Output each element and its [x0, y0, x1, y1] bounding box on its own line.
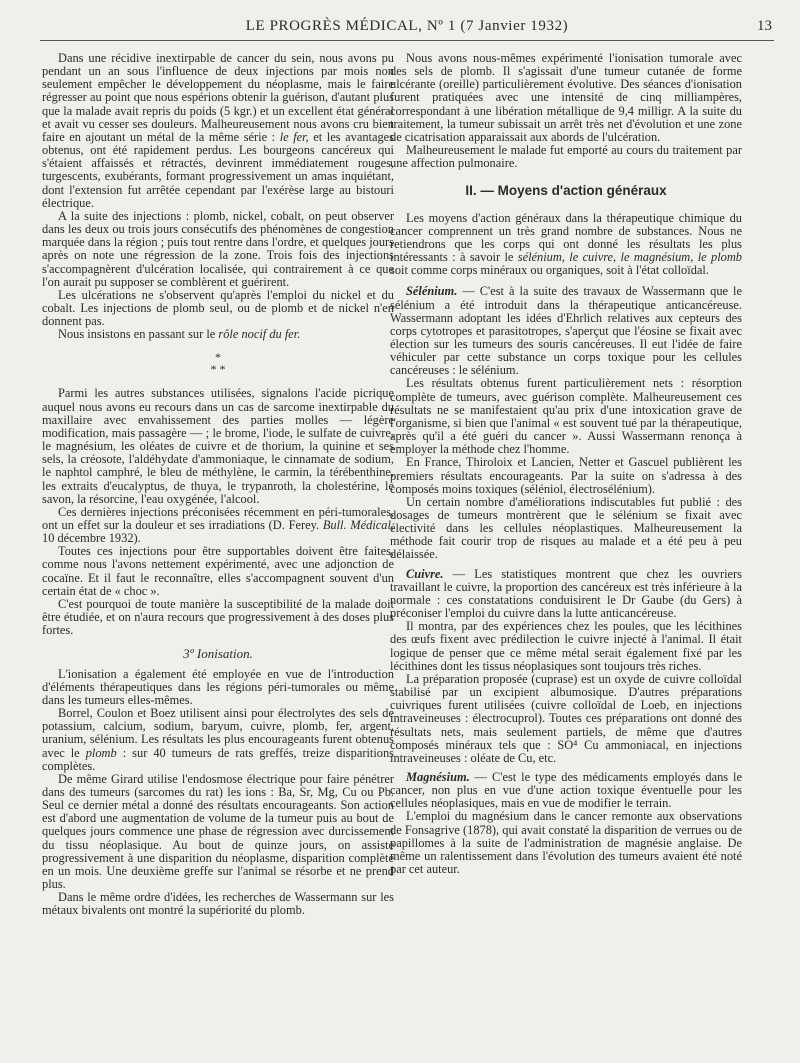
- page-number: 13: [757, 18, 772, 34]
- paragraph: Magnésium. — C'est le type des médicaments employés dans le cancer, non plus en vue d'une action toxique éventuelle pour les cellules néoplasiques, mais en vue de modifier le terrain.: [390, 769, 742, 811]
- paragraph: Les ulcérations ne s'observent qu'après l'emploi du nickel et du cobalt. Les injections de plomb seul, ou de plomb et de nickel n'en donnent pas.: [42, 287, 394, 329]
- paragraph: Cuivre. — Les statistiques montrent que chez les ouvriers travaillant le cuivre, la proportion des cancéreux est très inférieure à la normale : ces constatations conduisirent le Dr Gaube (du Gers) à préconiser l'emploi du cuivre dans la lutte anticancéreuse.: [390, 566, 742, 621]
- section-heading: II. — Moyens d'action généraux: [465, 183, 667, 199]
- paragraph: De même Girard utilise l'endosmose électrique pour faire pénétrer dans des tumeurs (sarcomes du rat) les ions : Ba, Sr, Mg, Cu ou Pb. Seul ce dernier métal a donné des résultats encourageants. Son action est d'abord une augmentation de volume de la tumeur puis au bout de quelques jours commence une phase de régression avec durcissement du tissu néoplasique. Au bout de quinze jours, on assiste progressivement à une disparition du néoplasme, disparition complète en un mois. Une deuxième greffe sur l'animal se résorbe et ne prend plus.: [42, 771, 394, 892]
- paragraph: Parmi les autres substances utilisées, signalons l'acide picrique auquel nous avons eu recours dans un cas de sarcome inextirpable du maxillaire avec envahissement des parties molles — légère modification, mais passagère — ; le brome, l'iode, le sulfate de cuivre, le magnésium, les oléates de cuivre et de thorium, la quinine et ses sels, la créosote, l'aldéhydate d'ammoniaque, le cinnamate de sodium, le naphtol camphré, le bleu de méthylène, le carmin, la térébenthine, les extraits d'eucalyptus, de thuya, le trypanroth, la cholestérine, le savon, la résorcine, l'eau oxygénée, l'alcool.: [42, 386, 394, 506]
- paragraph: Sélénium. — C'est à la suite des travaux de Wassermann que le sélénium a été introduit dans la thérapeutique anticancéreuse. Wassermann adoptant les idées d'Ehrlich relatives aux cepteurs des corps cytotropes et parasitotropes, s'aperçut que l'éosine se fixait avec élection sur les tumeurs des souris cancéreuses. Il eut l'idée de faire véhiculer par cette substance un corps toxique pour les cellules cancéreuses : le sélénium.: [390, 284, 742, 378]
- paragraph: Les moyens d'action généraux dans la thérapeutique chimique du cancer comprennent un très grand nombre de substances. Nous ne retiendrons que les corps qui ont donné les résultats les plus intéressants : à savoir le sélénium, le cuivre, le magnésium, le plomb soit comme corps minéraux ou organiques, soit à l'état colloïdal.: [390, 210, 742, 278]
- paragraph: Dans une récidive inextirpable de cancer du sein, nous avons pu pendant un an sous l'influence de deux injections par mois non seulement empêcher le développement du néoplasme, mais le faire régresser au point que nous espérions obtenir la guérison, d'autant plus que la malade avait repris du poids (5 kgr.) et un excellent état général et avait vu cesser ses douleurs. Malheureusement nous avons cru bien faire en ajoutant un métal de la même série : le fer, et les avantages obtenus, ont été rapidement perdus. Les bourgeons cancéreux qui s'étaient affaissés et rétractés, devinrent immédiatement rouges, turgescents, exubérants, formant progressivement un amas inquiétant, dont l'extension fut arrêtée cependant par l'exérèse large au bistouri électrique.: [42, 51, 394, 210]
- paragraph: Les résultats obtenus furent particulièrement nets : résorption complète de tumeurs, avec guérison complète. Malheureusement ces résultats ne se manifestaient qu'au prix d'une intoxication grave de l'organisme, si bien que l'animal « est souvent tué par la thérapeutique, après qu'il a été guéri du cancer ». Aussi Wassermann renonça à employer la méthode chez l'homme.: [390, 376, 742, 457]
- running-header: [40, 14, 774, 41]
- paragraph: C'est pourquoi de toute manière la susceptibilité de la malade doit être étudiée, et on n'aura recours que progressivement à des doses plus fortes.: [42, 596, 394, 638]
- paragraph: A la suite des injections : plomb, nickel, cobalt, on peut observer dans les deux ou trois jours consécutifs des phénomènes de congestion marquée dans la région ; puis tout rentre dans l'ordre, et quelques jours après on note une régression de la zone. Trois fois des injections s'accompagnèrent d'ulcération localisée, qui contrairement à ce que l'on aurait pu supposer se comblèrent et guérirent.: [42, 208, 394, 289]
- paragraph: Toutes ces injections pour être supportables doivent être faites, comme nous l'avons nettement expérimenté, avec une adjonction de cocaïne. Et il faut le reconnaître, elles s'accompagnent souvent d'un certain état de « choc ».: [42, 544, 394, 598]
- paragraph: Un certain nombre d'améliorations indiscutables fut publié : des dosages de tumeurs montrèrent que le sélénium se fixait avec électivité dans les cellules néoplastiques. Malheureusement la méthode fait courir trop de risques au malade et a été peu à peu délaissée.: [390, 494, 742, 562]
- paragraph: La préparation proposée (cuprase) est un oxyde de cuivre colloïdal stabilisé par un excipient albumosique. D'autres préparations cuivriques furent utilisées (cuivre colloïdal de Loeb, en injections intraveineuses : électrocuprol). Toutes ces préparations ont donné des résultats nets, mais seulement partiels, de même que d'autres composés minéraux tels que : SO⁴ Cu ammoniacal, en injections intraveineuses : oléate de Cu, etc.: [390, 671, 742, 765]
- right-column: [390, 52, 742, 876]
- paragraph: Dans le même ordre d'idées, les recherches de Wassermann sur les métaux bivalents ont montré la supériorité du plomb.: [42, 890, 394, 918]
- paragraph: Il montra, par des expériences chez les poules, que les lécithines des œufs fixent avec prédilection le cuivre injecté à l'animal. Il était logique de penser que ce même métal serait également fixé par les lécithines dont les tissus néoplasiques sont toujours très riches.: [390, 619, 742, 673]
- paragraph: Ces dernières injections préconisées récemment en péri-tumorales, ont un effet sur la douleur et ses irradiations (D. Ferey. Bull. Médical, 10 décembre 1932).: [42, 504, 394, 546]
- run-in-heading: Magnésium.: [406, 769, 470, 784]
- section-separator: * * *: [210, 350, 226, 377]
- run-in-heading: Cuivre.: [406, 566, 444, 581]
- paragraph: L'emploi du magnésium dans le cancer remonte aux observations de Fonsagrive (1878), qui avait constaté la disparition de verrues ou de papillomes à la suite de l'administration de magnésie anglaise. De même un ralentissement dans l'évolution des tumeurs avaient été noté par cet auteur.: [390, 809, 742, 877]
- paragraph: Nous insistons en passant sur le rôle nocif du fer.: [58, 327, 301, 342]
- run-in-heading: Sélénium.: [406, 284, 458, 299]
- journal-title: LE PROGRÈS MÉDICAL, Nº 1 (7 Janvier 1932): [245, 18, 569, 34]
- paragraph: L'ionisation a également été employée en vue de l'introduction d'éléments thérapeutiques dans les régions péri-tumorales ou même dans les tumeurs elles-mêmes.: [42, 666, 394, 707]
- subsection-heading: 3º Ionisation.: [183, 646, 253, 662]
- paragraph: Borrel, Coulon et Boez utilisent ainsi pour électrolytes des sels de potassium, calcium, sodium, baryum, cuivre, plomb, fer, argent, uranium, sélénium. Les résultats les plus encourageants furent obtenus avec le plomb : sur 40 tumeurs de rats greffés, treize disparitions complètes.: [42, 706, 394, 773]
- left-column: [42, 52, 394, 918]
- paragraph: En France, Thiroloix et Lancien, Netter et Gascuel publièrent les premiers résultats encourageants. Par la suite on s'adressa à des composés moins toxiques (séléniol, électrosélénium).: [390, 455, 742, 496]
- paragraph: Nous avons nous-mêmes expérimenté l'ionisation tumorale avec des sels de plomb. Il s'agissait d'une tumeur cutanée de forme ulcérante (oreille) particulièrement évolutive. Des séances d'ionisation furent pratiquées avec une intensité de cinq milliampères, correspondant à une libération métallique de 9,4 milligr. A la suite du traitement, la tumeur subissait un arrêt très net d'évolution et une zone de cicatrisation apparaissait aux abords de l'ulcération.: [390, 51, 742, 144]
- paragraph: Malheureusement le malade fut emporté au cours du traitement par une affection pulmonaire.: [390, 143, 742, 171]
